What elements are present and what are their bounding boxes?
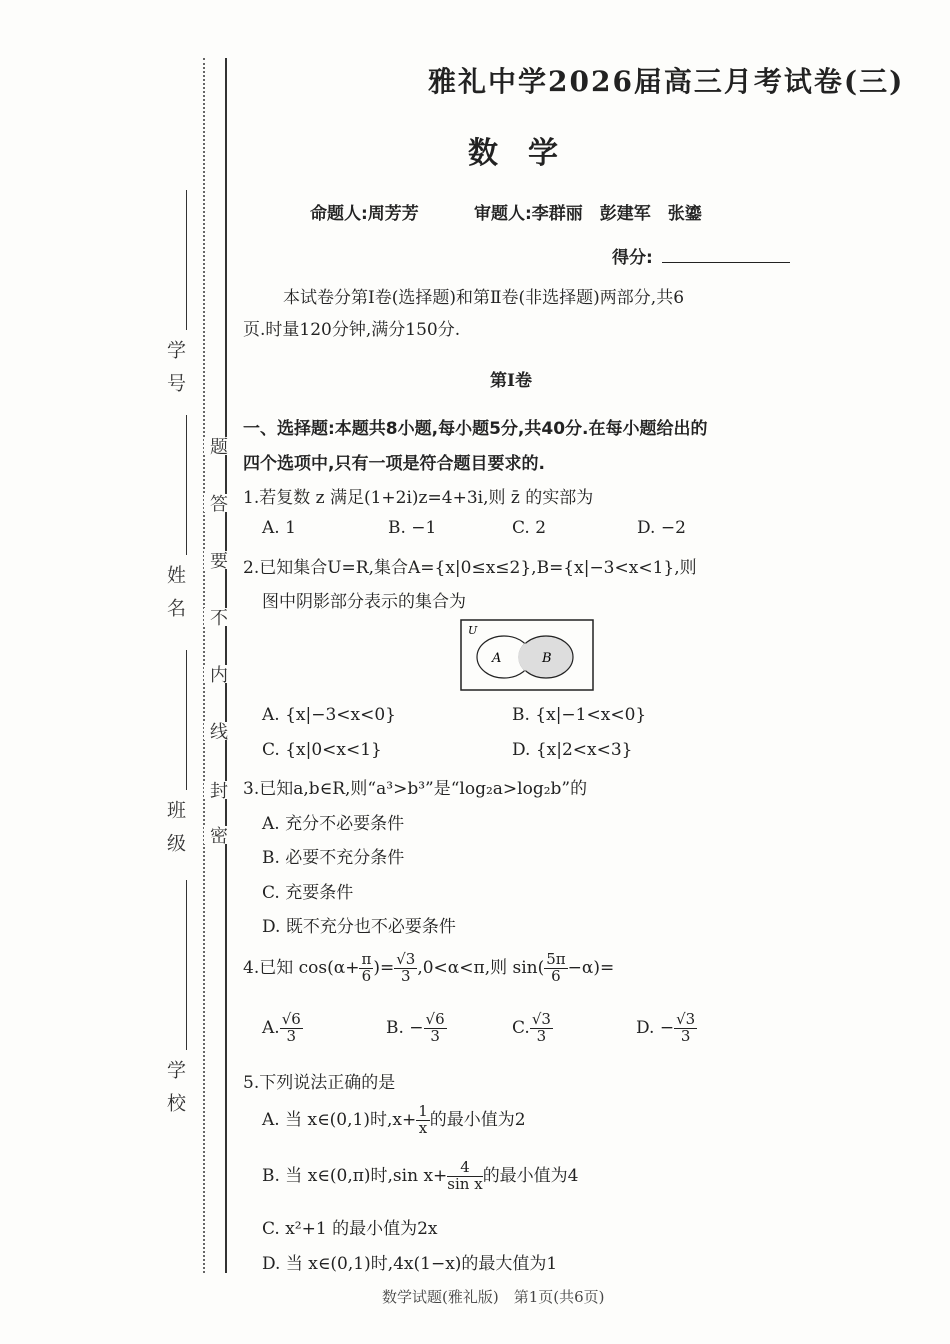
school-title: 雅礼中学2026届高三月考试卷(三) xyxy=(428,65,905,98)
q2-option-a[interactable]: A. {x|−3<x<0} xyxy=(262,705,396,725)
venn-b-label: B xyxy=(542,651,552,666)
name-label: 姓名 xyxy=(164,565,186,631)
q4-frac-den: 6 xyxy=(361,966,372,985)
q5-stem: 5.下列说法正确的是 xyxy=(243,1073,396,1093)
section1-line-1: 一、选择题:本题共8小题,每小题5分,共40分.在每小题给出的 xyxy=(243,419,708,439)
student-no-label: 学号 xyxy=(164,340,186,406)
q3-option-b[interactable]: B. 必要不充分条件 xyxy=(262,848,405,868)
seal-char: 答 xyxy=(204,494,230,512)
q4-option-d-letter: D. − xyxy=(636,1017,675,1038)
q4-option-b[interactable] xyxy=(386,1012,447,1045)
q1-stem: 1.若复数 z 满足(1+2i)z=4+3i,则 z̄ 的实部为 xyxy=(243,488,594,508)
subject-title: 数学 xyxy=(468,136,588,171)
q3-option-c[interactable]: C. 充要条件 xyxy=(262,883,354,903)
q4-frac-den: 6 xyxy=(551,966,561,985)
q5-b-post: 的最小值为4 xyxy=(482,1165,579,1186)
q4-frac-pi-6 xyxy=(359,952,373,985)
q5-option-a[interactable] xyxy=(262,1104,526,1137)
q2-option-c[interactable]: C. {x|0<x<1} xyxy=(262,740,382,760)
q5-option-d[interactable]: D. 当 x∈(0,1)时,4x(1−x)的最大值为1 xyxy=(262,1254,558,1274)
score-label: 得分: xyxy=(612,248,653,268)
q4-frac-den: 3 xyxy=(430,1026,440,1045)
student-no-blank[interactable] xyxy=(186,190,187,330)
q4-option-a-letter: A. xyxy=(262,1017,280,1038)
school-blank[interactable] xyxy=(186,880,187,1050)
q1-option-d[interactable]: D. −2 xyxy=(637,518,686,538)
q4-frac-num: √6 xyxy=(281,1010,301,1028)
venn-a-label: A xyxy=(492,651,502,666)
q4-frac-den: 3 xyxy=(401,966,411,985)
q4-frac-num: √3 xyxy=(396,950,416,968)
seal-char: 题 xyxy=(204,437,230,455)
q4-option-b-letter: B. − xyxy=(386,1017,424,1038)
setters: 命题人:周芳芳 xyxy=(310,204,419,224)
q4-frac-num: √6 xyxy=(425,1010,445,1028)
q2-option-b[interactable]: B. {x|−1<x<0} xyxy=(512,705,647,725)
q5-a-post: 的最小值为2 xyxy=(429,1109,526,1130)
section1-line-2: 四个选项中,只有一项是符合题目要求的. xyxy=(243,454,545,474)
q4-stem-d: −α)= xyxy=(567,957,615,978)
q4-option-a[interactable] xyxy=(262,1012,303,1045)
q1-option-c[interactable]: C. 2 xyxy=(512,518,547,538)
score-blank[interactable] xyxy=(662,262,790,263)
q4-frac-num: π xyxy=(361,950,372,968)
q1-option-b[interactable]: B. −1 xyxy=(388,518,437,538)
q5-option-c[interactable]: C. x²+1 的最小值为2x xyxy=(262,1219,438,1239)
q4-stem-c: ,0<α<π,则 sin( xyxy=(417,957,545,978)
q5-a-num: 1 xyxy=(418,1102,428,1120)
seal-char: 内 xyxy=(204,665,230,683)
q2-option-d[interactable]: D. {x|2<x<3} xyxy=(512,740,633,760)
q4-option-c-letter: C. xyxy=(512,1017,530,1038)
q5-option-b[interactable] xyxy=(262,1160,579,1193)
q2-stem-line-1: 2.已知集合U=R,集合A={x|0≤x≤2},B={x|−3<x<1},则 xyxy=(243,558,697,578)
q4-frac-5pi-6 xyxy=(544,952,567,985)
q3-option-d[interactable]: D. 既不充分也不必要条件 xyxy=(262,917,456,937)
seal-char: 封 xyxy=(204,781,230,799)
seal-char: 密 xyxy=(204,826,230,844)
q4-option-c[interactable] xyxy=(512,1012,553,1045)
q4-frac-den: 3 xyxy=(536,1026,547,1045)
q4-option-d[interactable] xyxy=(636,1012,697,1045)
q5-a-den: x xyxy=(418,1118,428,1137)
q4-frac-den: 3 xyxy=(680,1026,691,1045)
q5-b-num: 4 xyxy=(447,1160,482,1177)
seal-char: 线 xyxy=(204,722,230,740)
q5-b-pre: B. 当 x∈(0,π)时,sin x+ xyxy=(262,1165,448,1186)
q4-frac-den: 3 xyxy=(286,1026,297,1045)
q4-frac-sqrt3-3 xyxy=(394,952,417,985)
q4-stem-b: )= xyxy=(373,957,395,978)
intro-line-2: 页.时量120分钟,满分150分. xyxy=(243,320,461,340)
venn-diagram xyxy=(460,619,594,691)
q4-frac-num: √3 xyxy=(676,1010,696,1028)
q3-stem: 3.已知a,b∈R,则“a³>b³”是“log₂a>log₂b”的 xyxy=(243,779,588,799)
school-label: 学校 xyxy=(164,1060,186,1126)
q4-frac-num: √3 xyxy=(531,1010,551,1028)
q3-option-a[interactable]: A. 充分不必要条件 xyxy=(262,814,405,834)
q1-option-a[interactable]: A. 1 xyxy=(262,518,296,538)
q4-stem xyxy=(243,952,614,985)
q5-b-den: sin x xyxy=(447,1174,483,1193)
venn-u-label: U xyxy=(468,624,478,637)
class-blank[interactable] xyxy=(186,650,187,790)
intro-line-1: 本试卷分第Ⅰ卷(选择题)和第Ⅱ卷(非选择题)两部分,共6 xyxy=(283,288,685,308)
seal-char: 不 xyxy=(204,608,230,626)
seal-char: 要 xyxy=(204,551,230,569)
q5-a-pre: A. 当 x∈(0,1)时,x+ xyxy=(262,1109,417,1130)
name-blank[interactable] xyxy=(186,415,187,555)
reviewers: 审题人:李群丽 彭建军 张鎏 xyxy=(474,204,702,224)
page-footer: 数学试题(雅礼版) 第1页(共6页) xyxy=(382,1288,605,1306)
class-label: 班级 xyxy=(164,800,186,866)
volume-title: 第Ⅰ卷 xyxy=(490,371,532,391)
q4-stem-a: 4.已知 cos(α+ xyxy=(243,957,360,978)
q4-frac-num: 5π xyxy=(546,950,566,968)
q2-stem-line-2: 图中阴影部分表示的集合为 xyxy=(262,592,466,612)
